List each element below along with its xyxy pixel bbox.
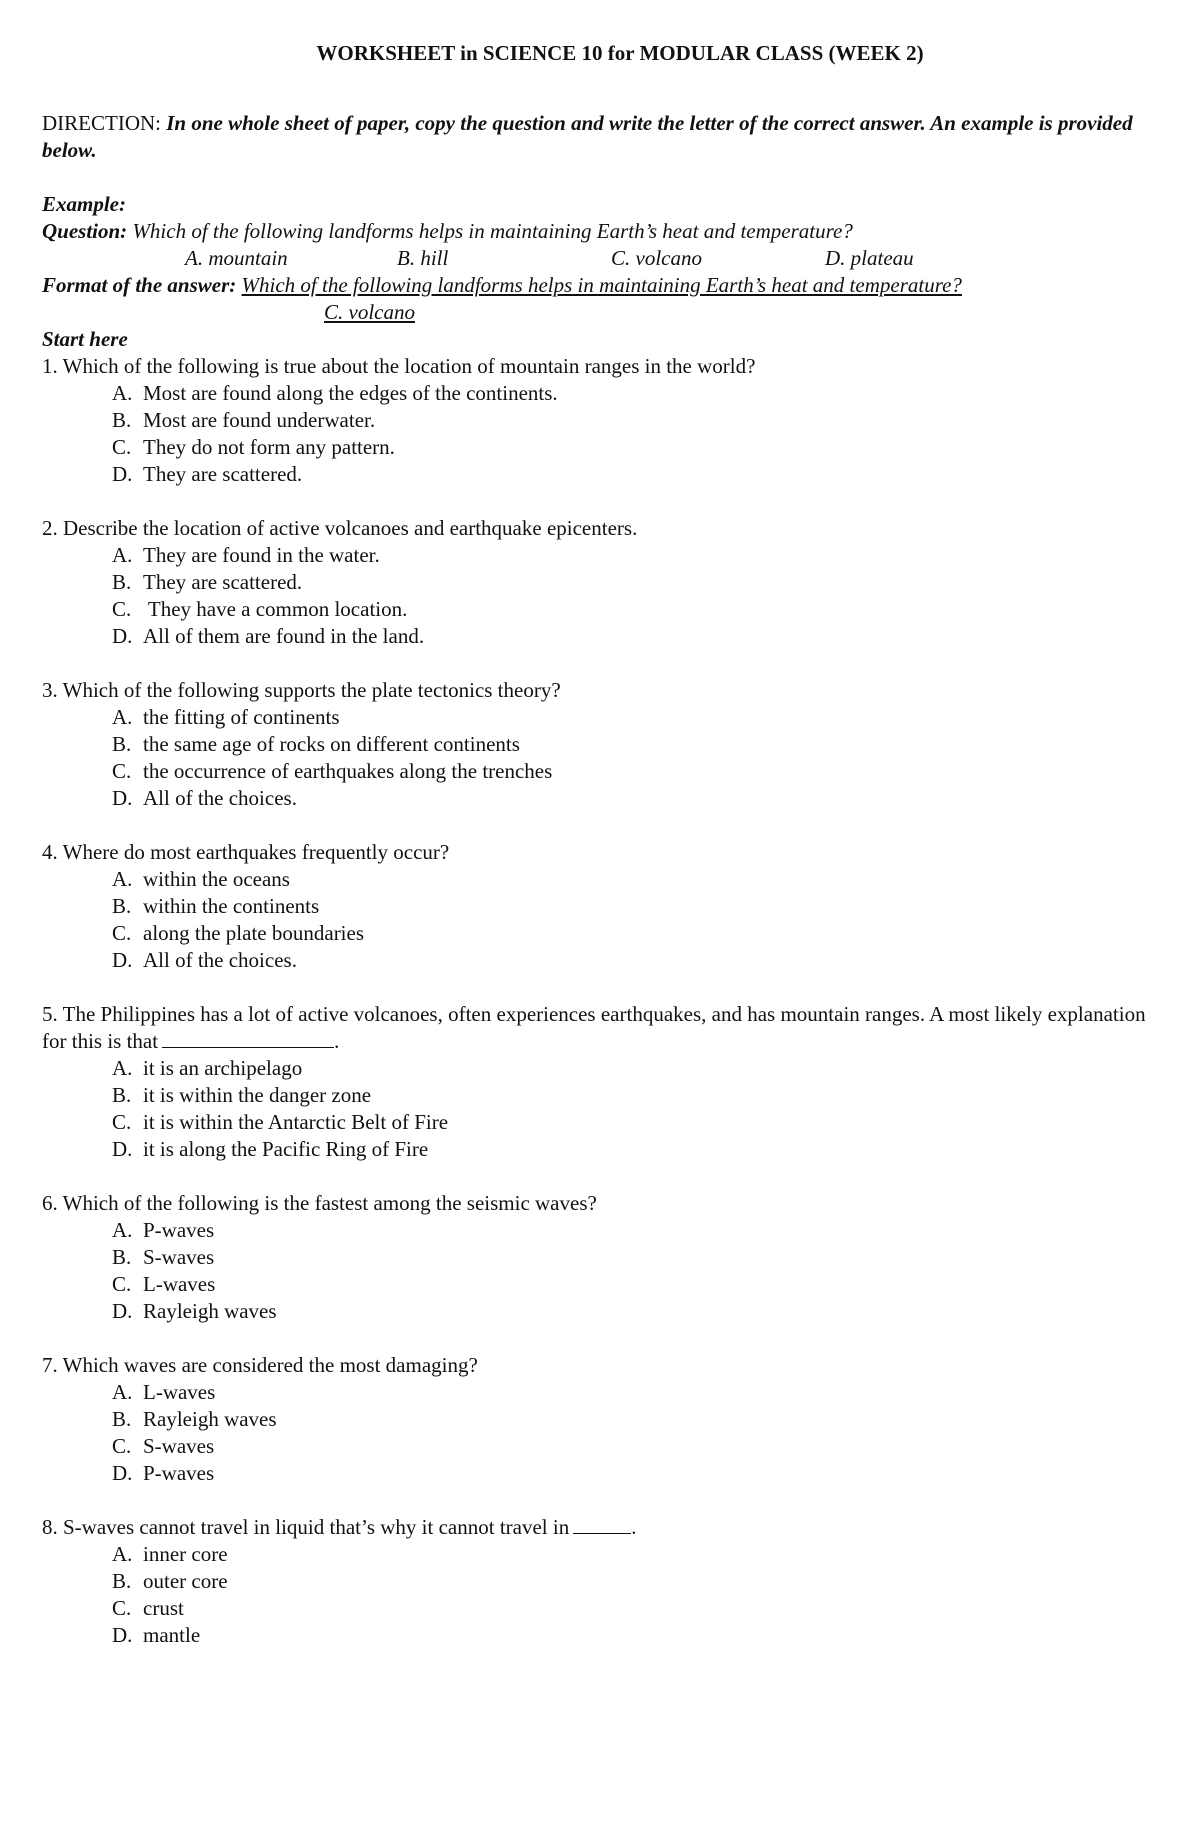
- choice-text: within the oceans: [143, 867, 290, 891]
- choice-list: [42, 1379, 1162, 1487]
- choice-text: P-waves: [143, 1461, 215, 1485]
- question-stem: [42, 677, 1162, 704]
- example-choice: A. mountain: [185, 246, 288, 270]
- question-stem-text: 7. Which waves are considered the most damaging?: [42, 1353, 478, 1377]
- choice-text: Most are found along the edges of the continents.: [143, 381, 558, 405]
- direction-block: [42, 110, 1162, 164]
- example-choice: D. plateau: [825, 246, 914, 270]
- choice-item: [112, 434, 1162, 461]
- choice-letter: A.: [112, 1056, 133, 1080]
- question-item: [42, 1514, 1162, 1649]
- choice-text: it is within the danger zone: [143, 1083, 372, 1107]
- start-label: Start here: [42, 327, 128, 351]
- choice-text: They are found in the water.: [143, 543, 380, 567]
- choice-letter: B.: [112, 1245, 132, 1269]
- example-choice: B. hill: [397, 246, 449, 270]
- choice-item: [112, 569, 1162, 596]
- question-item: [42, 1352, 1162, 1514]
- choice-item: [112, 1055, 1162, 1082]
- question-stem: [42, 515, 1162, 542]
- choice-letter: B.: [112, 1407, 132, 1431]
- answer-blank: [162, 1029, 334, 1048]
- choice-list: [42, 380, 1162, 488]
- question-list: [42, 353, 1162, 1649]
- choice-item: [112, 704, 1162, 731]
- choice-text: L-waves: [143, 1380, 216, 1404]
- choice-text: L-waves: [143, 1272, 216, 1296]
- choice-item: [112, 596, 1162, 623]
- choice-list: [42, 866, 1162, 974]
- choice-text: They are scattered.: [143, 570, 303, 594]
- choice-text: the fitting of continents: [143, 705, 340, 729]
- choice-item: [112, 920, 1162, 947]
- question-spacer: [42, 1163, 1162, 1190]
- example-question-label: Question:: [42, 219, 128, 243]
- example-format: [42, 272, 1162, 299]
- choice-item: [112, 1217, 1162, 1244]
- choice-letter: D.: [112, 624, 133, 648]
- question-spacer: [42, 1487, 1162, 1514]
- question-stem-text: 1. Which of the following is true about the location of mountain ranges in the world?: [42, 354, 756, 378]
- choice-text: All of them are found in the land.: [143, 624, 425, 648]
- example-label: Example:: [42, 192, 126, 216]
- choice-letter: D.: [112, 786, 133, 810]
- worksheet-page: [42, 40, 1162, 1649]
- choice-item: [112, 380, 1162, 407]
- question-stem: [42, 1190, 1162, 1217]
- choice-text: P-waves: [143, 1218, 215, 1242]
- example-question-text: Which of the following landforms helps in maintaining Earth’s heat and temperature?: [132, 219, 853, 243]
- choice-text: inner core: [143, 1542, 228, 1566]
- question-stem: [42, 1352, 1162, 1379]
- question-spacer: [42, 650, 1162, 677]
- choice-list: [42, 1217, 1162, 1325]
- choice-letter: D.: [112, 948, 133, 972]
- choice-list: [42, 1541, 1162, 1649]
- choice-letter: A.: [112, 705, 133, 729]
- choice-item: [112, 1541, 1162, 1568]
- choice-item: [112, 1109, 1162, 1136]
- question-stem: [42, 353, 1162, 380]
- choice-text: S-waves: [143, 1245, 215, 1269]
- choice-item: [112, 893, 1162, 920]
- choice-text: outer core: [143, 1569, 228, 1593]
- choice-item: [112, 1460, 1162, 1487]
- question-stem: [42, 1001, 1162, 1055]
- example-choices: [42, 245, 1162, 272]
- choice-text: it is within the Antarctic Belt of Fire: [143, 1110, 449, 1134]
- choice-letter: C.: [112, 1272, 132, 1296]
- question-stem-end: .: [334, 1029, 340, 1053]
- example-format-label: Format of the answer:: [42, 273, 237, 297]
- choice-text: Rayleigh waves: [143, 1299, 277, 1323]
- question-stem: [42, 839, 1162, 866]
- choice-item: [112, 407, 1162, 434]
- choice-letter: A.: [112, 1218, 133, 1242]
- choice-letter: B.: [112, 1569, 132, 1593]
- choice-item: [112, 758, 1162, 785]
- choice-letter: D.: [112, 462, 133, 486]
- question-spacer: [42, 974, 1162, 1001]
- choice-text: along the plate boundaries: [143, 921, 365, 945]
- choice-text: All of the choices.: [143, 948, 297, 972]
- choice-text: Rayleigh waves: [143, 1407, 277, 1431]
- question-item: [42, 677, 1162, 839]
- choice-text: the same age of rocks on different continents: [143, 732, 520, 756]
- question-stem: [42, 1514, 1162, 1541]
- choice-item: [112, 866, 1162, 893]
- question-spacer: [42, 488, 1162, 515]
- question-item: [42, 1190, 1162, 1352]
- choice-text: it is an archipelago: [143, 1056, 303, 1080]
- example-question: [42, 218, 1162, 245]
- choice-text: They are scattered.: [143, 462, 303, 486]
- choice-text: Most are found underwater.: [143, 408, 376, 432]
- question-stem-text: 2. Describe the location of active volcanoes and earthquake epicenters.: [42, 516, 638, 540]
- choice-text: within the continents: [143, 894, 320, 918]
- choice-item: [112, 1298, 1162, 1325]
- choice-letter: D.: [112, 1461, 133, 1485]
- choice-item: [112, 731, 1162, 758]
- choice-letter: B.: [112, 408, 132, 432]
- choice-item: [112, 785, 1162, 812]
- question-item: [42, 353, 1162, 515]
- choice-letter: B.: [112, 894, 132, 918]
- worksheet-title: WORKSHEET in SCIENCE 10 for MODULAR CLASS (WEEK 2): [316, 41, 924, 65]
- choice-item: [112, 623, 1162, 650]
- example-format-line2: C. volcano: [324, 300, 415, 324]
- question-stem-text: 3. Which of the following supports the plate tectonics theory?: [42, 678, 561, 702]
- choice-item: [112, 1406, 1162, 1433]
- answer-blank: [573, 1515, 631, 1534]
- choice-letter: B.: [112, 570, 132, 594]
- example-format-answer: [42, 299, 1162, 326]
- choice-text: it is along the Pacific Ring of Fire: [143, 1137, 429, 1161]
- direction-label: DIRECTION:: [42, 111, 161, 135]
- choice-text: They do not form any pattern.: [143, 435, 395, 459]
- question-stem-end: .: [631, 1515, 637, 1539]
- question-spacer: [42, 812, 1162, 839]
- choice-text: They have a common location.: [143, 597, 408, 621]
- question-spacer: [42, 1325, 1162, 1352]
- choice-item: [112, 1244, 1162, 1271]
- question-item: [42, 839, 1162, 1001]
- choice-text: mantle: [143, 1623, 201, 1647]
- question-stem-text: 8. S-waves cannot travel in liquid that’s why it cannot travel in: [42, 1515, 570, 1539]
- choice-letter: C.: [112, 759, 132, 783]
- choice-letter: B.: [112, 1083, 132, 1107]
- choice-letter: D.: [112, 1299, 133, 1323]
- choice-text: All of the choices.: [143, 786, 297, 810]
- choice-letter: A.: [112, 543, 133, 567]
- question-stem-text: 6. Which of the following is the fastest among the seismic waves?: [42, 1191, 597, 1215]
- question-stem-text: 4. Where do most earthquakes frequently occur?: [42, 840, 450, 864]
- choice-letter: A.: [112, 1380, 133, 1404]
- choice-item: [112, 461, 1162, 488]
- choice-list: [42, 1055, 1162, 1163]
- choice-letter: A.: [112, 1542, 133, 1566]
- choice-letter: B.: [112, 732, 132, 756]
- choice-item: [112, 1622, 1162, 1649]
- choice-letter: D.: [112, 1137, 133, 1161]
- question-stem-text: 5. The Philippines has a lot of active volcanoes, often experiences earthquakes, and has mountain ranges. A most likely explanation for this is that: [42, 1002, 1146, 1053]
- choice-letter: A.: [112, 867, 133, 891]
- question-item: [42, 1001, 1162, 1190]
- choice-text: crust: [143, 1596, 184, 1620]
- choice-letter: C.: [112, 921, 132, 945]
- choice-item: [112, 542, 1162, 569]
- choice-item: [112, 1379, 1162, 1406]
- choice-letter: A.: [112, 381, 133, 405]
- choice-item: [112, 1271, 1162, 1298]
- choice-item: [112, 1433, 1162, 1460]
- choice-list: [42, 704, 1162, 812]
- choice-letter: C.: [112, 1110, 132, 1134]
- choice-item: [112, 1082, 1162, 1109]
- question-item: [42, 515, 1162, 677]
- choice-letter: C.: [112, 1596, 132, 1620]
- choice-item: [112, 1136, 1162, 1163]
- choice-item: [112, 947, 1162, 974]
- example-choice: C. volcano: [611, 246, 702, 270]
- choice-letter: C.: [112, 597, 132, 621]
- example-format-line1: Which of the following landforms helps in maintaining Earth’s heat and temperature?: [241, 273, 962, 297]
- choice-letter: C.: [112, 435, 132, 459]
- choice-text: S-waves: [143, 1434, 215, 1458]
- choice-item: [112, 1568, 1162, 1595]
- choice-list: [42, 542, 1162, 650]
- direction-text: In one whole sheet of paper, copy the question and write the letter of the correct answer. An example is provided below.: [42, 111, 1133, 162]
- choice-letter: C.: [112, 1434, 132, 1458]
- example-block: [42, 191, 1162, 326]
- choice-item: [112, 1595, 1162, 1622]
- choice-letter: D.: [112, 1623, 133, 1647]
- choice-text: the occurrence of earthquakes along the trenches: [143, 759, 553, 783]
